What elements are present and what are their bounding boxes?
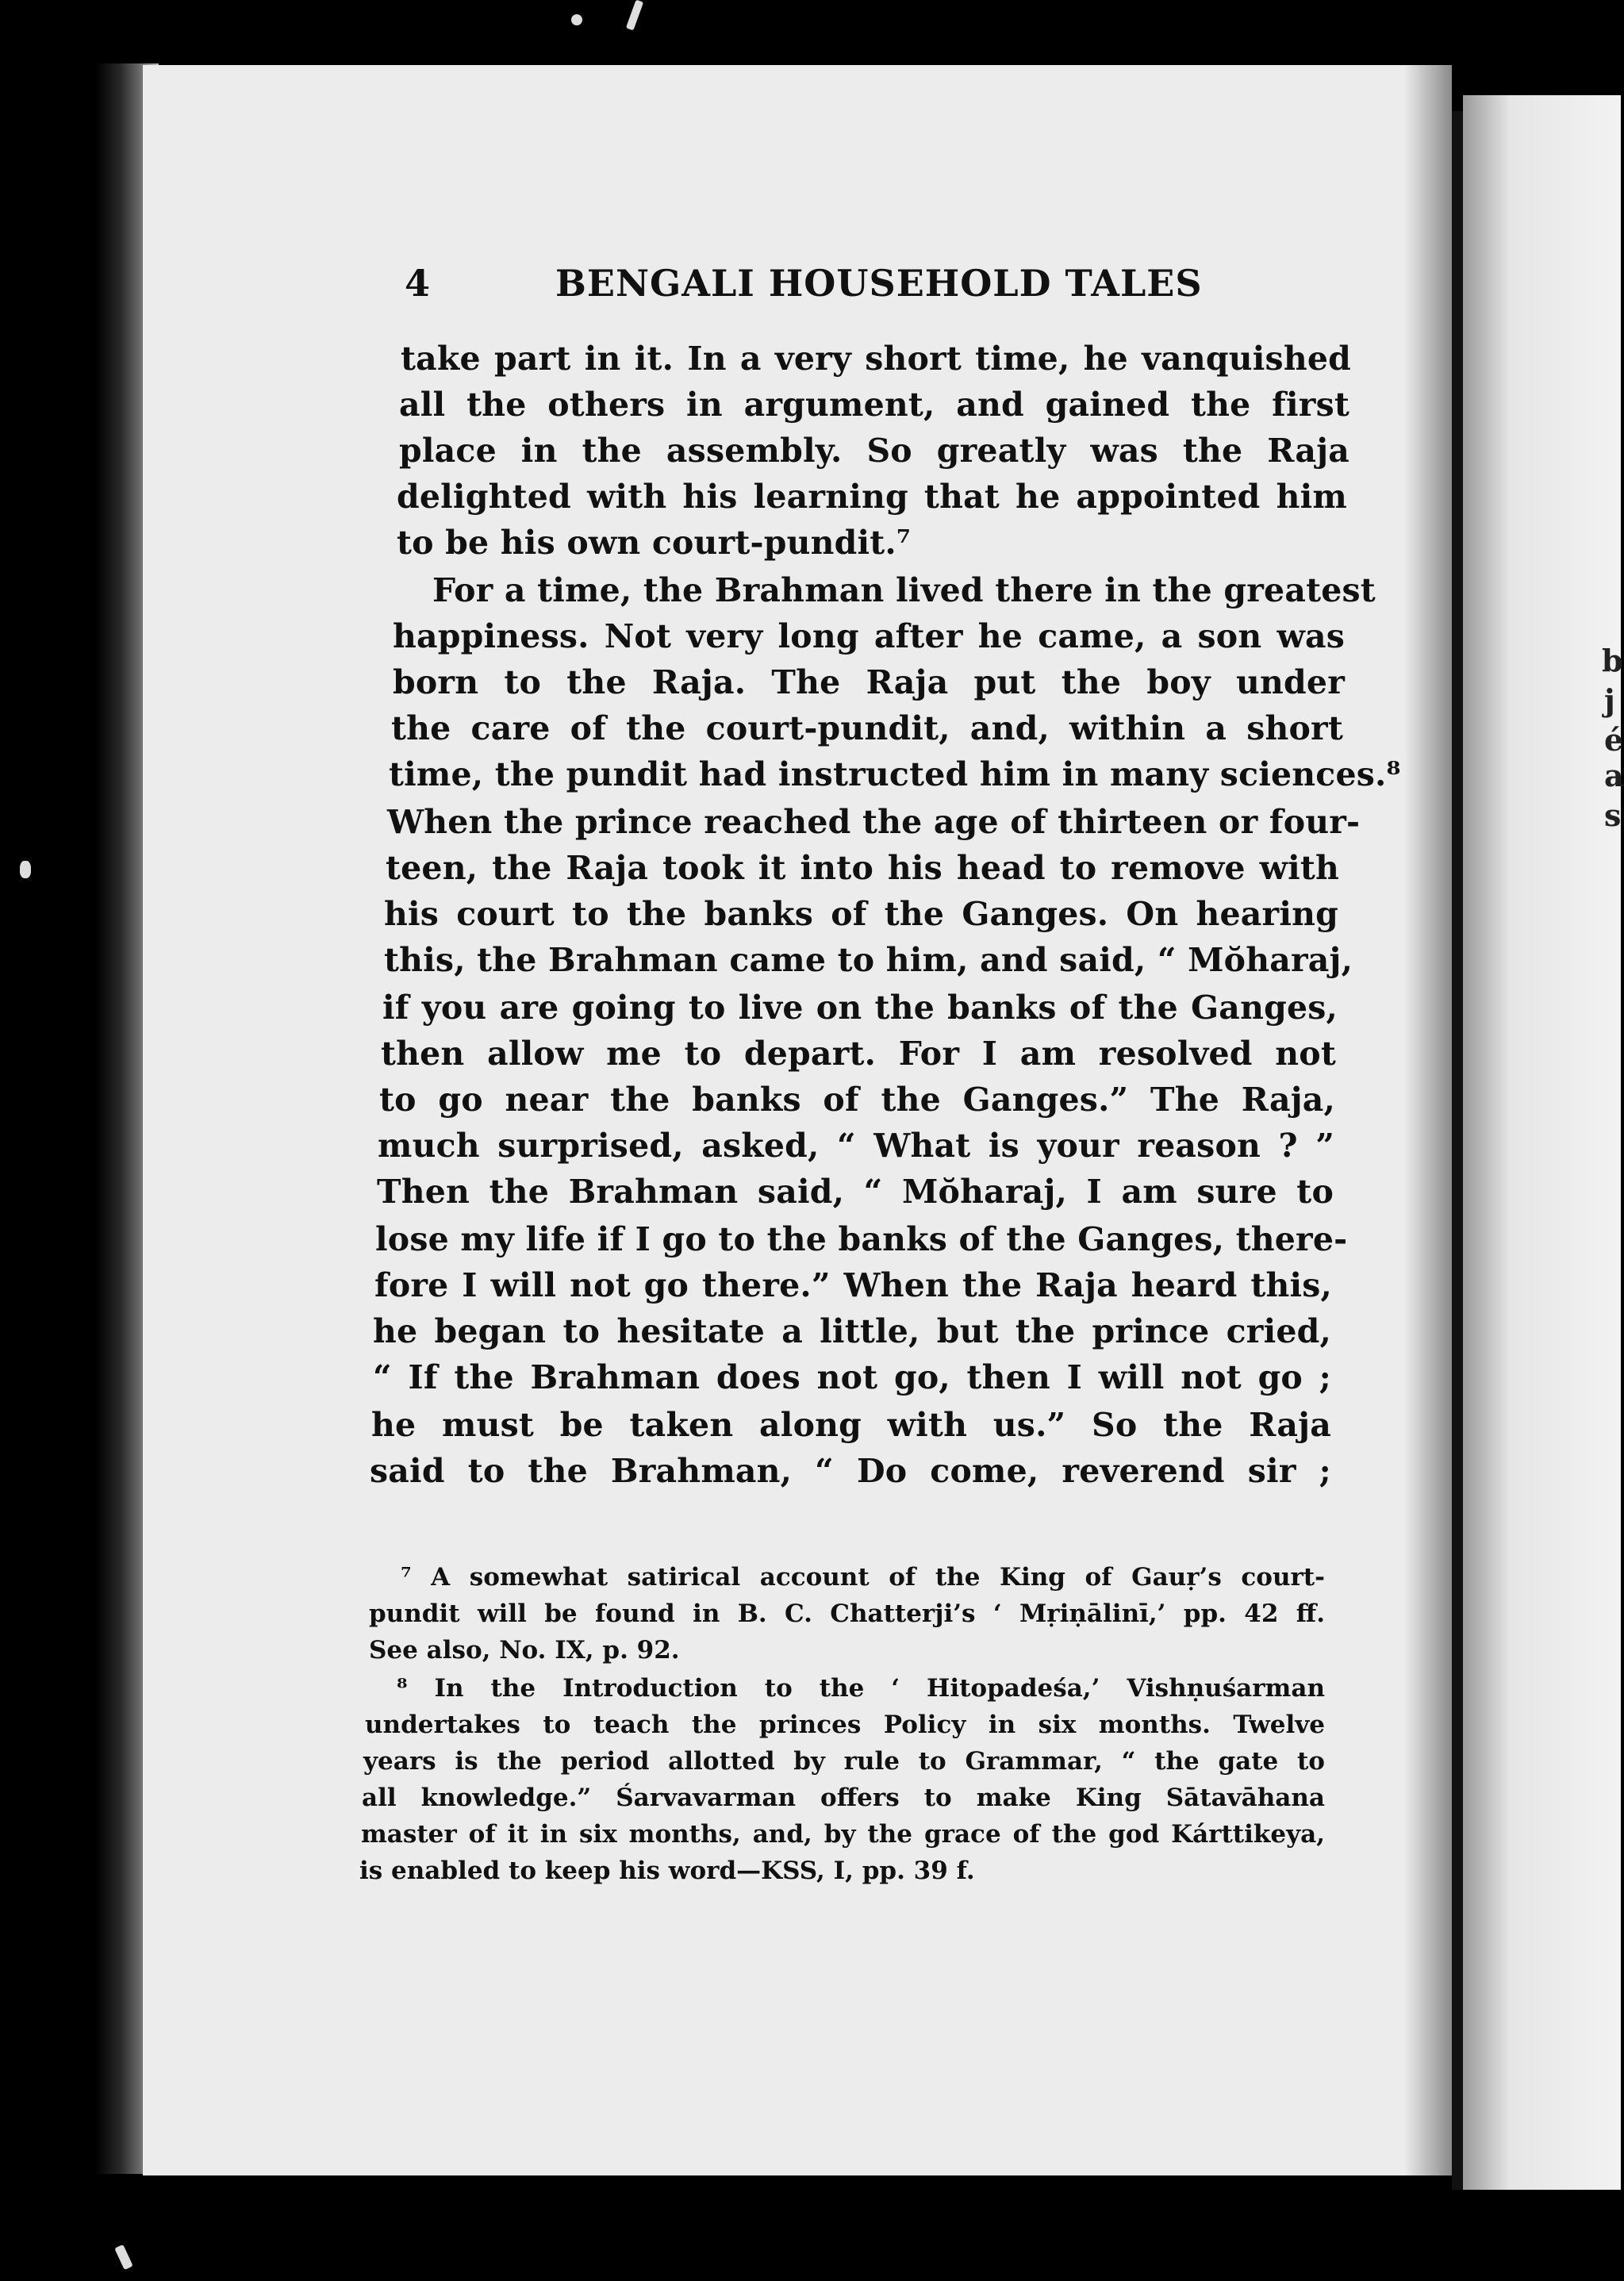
page-number: 4 — [405, 262, 432, 305]
body-line: born to the Raja. The Raja put the boy under — [393, 663, 1345, 701]
footnote-line: is enabled to keep his word—KSS, I, pp. 39 f. — [359, 1857, 975, 1885]
adjacent-page-edge — [1463, 95, 1624, 2190]
footnote-line: ⁷ A somewhat satirical account of the King of Gauṛ’s court- — [401, 1563, 1325, 1592]
adjacent-page-fragment: j — [1604, 682, 1615, 718]
footnote-line: undertakes to teach the princes Policy in six months. Twelve — [365, 1711, 1325, 1739]
scan-speck — [20, 861, 31, 878]
body-line: lose my life if I go to the banks of the Ganges, there- — [375, 1220, 1348, 1258]
body-line: fore I will not go there.” When the Raja heard this, — [374, 1266, 1332, 1304]
body-line: much surprised, asked, “ What is your reason ? ” — [378, 1127, 1334, 1165]
body-line: this, the Brahman came to him, and said, “ Mŏharaj, — [384, 941, 1353, 979]
footnote-line: master of it in six months, and, by the grace of the god Kárttikeya, — [361, 1820, 1325, 1849]
running-header — [405, 262, 1230, 305]
body-line: “ If the Brahman does not go, then I will not go ; — [373, 1358, 1331, 1396]
scan-speck — [626, 0, 643, 31]
body-line: place in the assembly. So greatly was the Raja — [399, 432, 1349, 470]
body-line: to be his own court-pundit.⁷ — [397, 524, 912, 562]
scan-speck — [114, 2245, 133, 2270]
body-line: happiness. Not very long after he came, a son was — [393, 617, 1345, 655]
body-line: the care of the court-pundit, and, within a short — [391, 709, 1343, 747]
adjacent-page-fragment: b — [1602, 643, 1623, 678]
footnote-line: See also, No. IX, p. 92. — [369, 1636, 680, 1665]
body-line: if you are going to live on the banks of the Ganges, — [382, 989, 1338, 1027]
footnote-line: pundit will be found in B. C. Chatterji’s ‘ Mṛiṇālinī,’ pp. 42 ff. — [369, 1599, 1325, 1628]
body-line: to go near the banks of the Ganges.” The Raja, — [379, 1081, 1335, 1119]
running-title: BENGALI HOUSEHOLD TALES — [555, 262, 1203, 305]
adjacent-page-fragment: s — [1604, 797, 1622, 833]
body-line: When the prince reached the age of thirteen or four- — [387, 803, 1361, 841]
footnote-line: all knowledge.” Śarvavarman offers to make King Sātavāhana — [362, 1784, 1325, 1812]
footnote-line: ⁸ In the Introduction to the ‘ Hitopadeśa,’ Vishṇuśarman — [397, 1674, 1325, 1703]
scan-speck — [571, 14, 582, 25]
body-line: he began to hesitate a little, but the prince cried, — [373, 1312, 1331, 1350]
body-line: he must be taken along with us.” So the Raja — [371, 1406, 1331, 1444]
footnote-line: years is the period allotted by rule to Grammar, “ the gate to — [363, 1747, 1325, 1776]
body-line: his court to the banks of the Ganges. On hearing — [384, 895, 1338, 933]
body-line: For a time, the Brahman lived there in the greatest — [432, 571, 1376, 609]
body-line: teen, the Raja took it into his head to remove with — [386, 849, 1339, 887]
body-line: then allow me to depart. For I am resolved not — [381, 1035, 1336, 1073]
page-fold — [1452, 111, 1463, 2190]
body-line: take part in it. In a very short time, he vanquished — [401, 340, 1351, 378]
body-line: time, the pundit had instructed him in many sciences.⁸ — [389, 755, 1401, 793]
body-line: said to the Brahman, “ Do come, reverend sir ; — [370, 1452, 1331, 1490]
adjacent-page-fragment: é — [1604, 722, 1624, 758]
body-line: Then the Brahman said, “ Mŏharaj, I am sure to — [377, 1173, 1334, 1211]
body-line: all the others in argument, and gained the first — [399, 386, 1349, 424]
body-line: delighted with his learning that he appointed him — [397, 478, 1347, 516]
adjacent-page-fragment: a — [1604, 758, 1624, 793]
